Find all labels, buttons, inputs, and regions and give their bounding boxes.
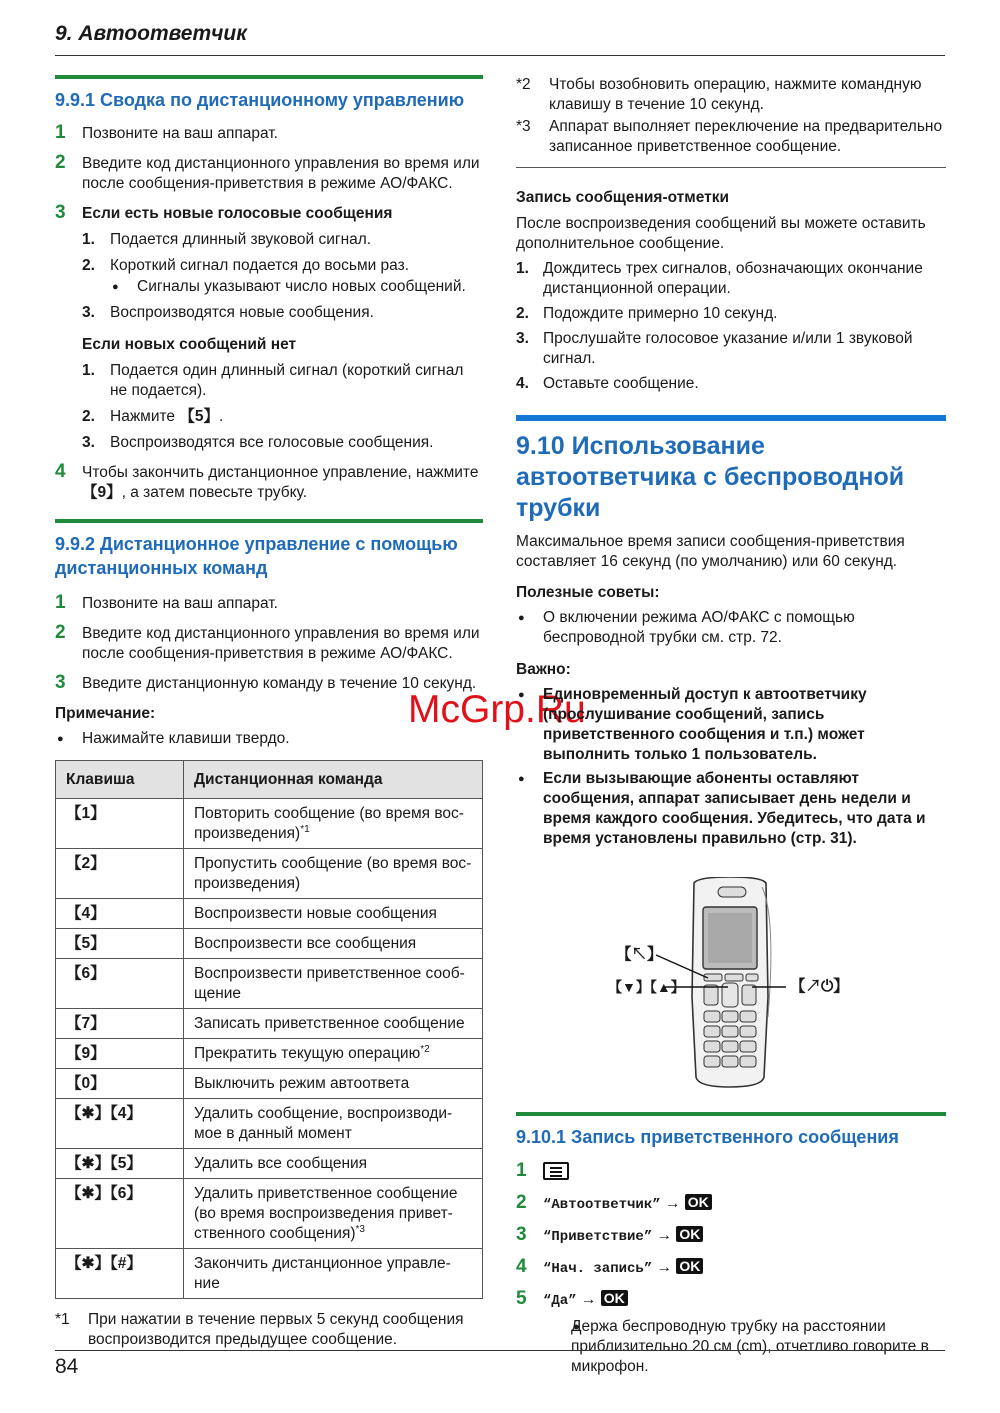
- key-cell: 【✱】【#】: [56, 1249, 184, 1299]
- table-row: [56, 849, 483, 899]
- footnote-ref: *3: [355, 1223, 365, 1235]
- key-cell: 【✱】【6】: [56, 1179, 184, 1249]
- arrow-icon: →: [656, 1259, 673, 1276]
- ok-key: OK: [676, 1258, 703, 1274]
- no-new-item: 2. Нажмите 【5】.: [82, 408, 224, 425]
- new-msg-item: 1. Подается длинный звуковой сигнал.: [82, 231, 372, 248]
- table-row: [56, 1149, 483, 1179]
- command-text: Воспроизвести новые сообщения: [194, 905, 437, 922]
- right-column: [516, 75, 946, 1377]
- command-text: Удалить сообщение, воспроизводи-мое в данный момент: [194, 1105, 453, 1142]
- command-cell: [184, 1149, 483, 1179]
- section-title: 9.9.1 Сводка по дистанционному управлению: [55, 90, 465, 110]
- table-row: [56, 799, 483, 849]
- tips-title: Полезные советы:: [516, 584, 660, 601]
- command-cell: [184, 1069, 483, 1099]
- command-cell: [184, 849, 483, 899]
- step-3: 3 “Приветствие” → OK: [516, 1226, 946, 1247]
- menu-icon: [543, 1162, 569, 1180]
- step-3: 3 Если есть новые голосовые сообщения: [55, 202, 393, 223]
- key-cell: 【6】: [56, 959, 184, 1009]
- page-header: [55, 24, 945, 56]
- important-bullet: ● Если вызывающие абоненты оставляют сообщения, аппарат записывает день недели и время каждого сообщения. Убедитесь, что дата и время установлены правильно (стр. 31).: [516, 769, 946, 849]
- ok-key: OK: [601, 1290, 628, 1306]
- new-msg-item: 3. Воспроизводятся новые сообщения.: [82, 304, 374, 321]
- table-header-key: Клавиша: [56, 761, 184, 799]
- arrow-icon: →: [656, 1227, 673, 1244]
- command-cell: [184, 1009, 483, 1039]
- step-3: 3 Введите дистанционную команду в течение 10 секунд.: [55, 672, 477, 693]
- table-body: [56, 799, 483, 1299]
- memo-item: 3. Прослушайте голосовое указание и/или 1 звуковой сигнал.: [516, 330, 913, 367]
- key-cell: 【✱】【4】: [56, 1099, 184, 1149]
- talk-key-label: 【↖】: [616, 946, 663, 963]
- key-cell: 【4】: [56, 899, 184, 929]
- step-1: 1 Позвоните на ваш аппарат.: [55, 592, 278, 613]
- key-cell: 【9】: [56, 1039, 184, 1069]
- watermark: McGrp.Ru: [408, 688, 586, 731]
- ok-key: OK: [685, 1194, 712, 1210]
- section-9-10-1: [516, 1112, 946, 1149]
- section-title: 9.10.1 Запись приветственного сообщения: [516, 1127, 899, 1147]
- section-intro: Максимальное время записи сообщения-приветствия составляет 16 секунд (по умолчанию) или 60 секунд.: [516, 533, 905, 570]
- command-cell: [184, 1039, 483, 1069]
- important-bullet: ● Единовременный доступ к автоответчику (прослушивание сообщений, запись приветственного сообщения и т.п.) может выполнить только 1 пользователь.: [516, 685, 946, 765]
- table-header-row: [56, 761, 483, 799]
- page-number: 84: [55, 1355, 79, 1378]
- command-text: Выключить режим автоответа: [194, 1075, 410, 1092]
- command-text: Удалить приветственное сообщение (во время воспроизведения привет-ственного сообщения): [194, 1185, 458, 1242]
- step-1: 1 Позвоните на ваш аппарат.: [55, 122, 278, 143]
- off-key-label: 【↗⏻】: [790, 978, 849, 995]
- command-cell: [184, 1099, 483, 1149]
- arrow-icon: →: [580, 1291, 597, 1308]
- footnote-1: *1 При нажатии в течение первых 5 секунд сообщения воспроизводится предыдущее сообщение.: [55, 1311, 464, 1348]
- section-9-9-2: [55, 519, 483, 580]
- step-4: 4 “Нач. запись” → OK: [516, 1258, 946, 1279]
- table-row: [56, 929, 483, 959]
- step-2: 2 Введите код дистанционного управления во время или после сообщения-приветствия в режиме АО/ФАКС.: [55, 152, 480, 192]
- table-row: [56, 1039, 483, 1069]
- table-row: [56, 1249, 483, 1299]
- key-cell: 【7】: [56, 1009, 184, 1039]
- no-new-item: 3. Воспроизводятся все голосовые сообщения.: [82, 434, 434, 451]
- command-cell: [184, 959, 483, 1009]
- memo-intro: После воспроизведения сообщений вы можете оставить дополнительное сообщение.: [516, 215, 926, 252]
- command-text: Пропустить сообщение (во время вос-произведения): [194, 855, 472, 892]
- command-text: Удалить все сообщения: [194, 1155, 368, 1172]
- footnote-3: *3 Аппарат выполняет переключение на предварительно записанное приветственное сообщение.: [516, 117, 946, 168]
- section-9-10: [516, 415, 946, 524]
- footnote-ref: *2: [420, 1043, 430, 1055]
- command-text: Записать приветственное сообщение: [194, 1015, 465, 1032]
- step-2: 2 Введите код дистанционного управления во время или после сообщения-приветствия в режиме АО/ФАКС.: [55, 622, 480, 662]
- step-5-bullet: ● Держа беспроводную трубку на расстоянии приблизительно 20 см (cm), отчетливо говорите в микрофон.: [516, 1317, 946, 1377]
- new-msg-item: 2. Короткий сигнал подается до восьми раз.: [82, 257, 410, 274]
- note-title: Примечание:: [55, 705, 156, 722]
- footnote-2: *2 Чтобы возобновить операцию, нажмите командную клавишу в течение 10 секунд.: [516, 76, 922, 113]
- handset-illustration: [516, 877, 946, 1089]
- command-text: Повторить сообщение (во время вос-произведения): [194, 805, 464, 842]
- command-cell: [184, 899, 483, 929]
- memo-item: 2. Подождите примерно 10 секунд.: [516, 305, 778, 322]
- arrow-icon: →: [664, 1195, 681, 1212]
- command-cell: [184, 1249, 483, 1299]
- step-1: 1: [516, 1162, 946, 1183]
- memo-item: 4. Оставьте сообщение.: [516, 375, 699, 392]
- no-new-title: Если новых сообщений нет: [82, 336, 297, 353]
- handset-diagram: [516, 877, 946, 1089]
- memo-item: 1. Дождитесь трех сигналов, обозначающих окончание дистанционной операции.: [516, 260, 923, 297]
- new-msg-bullet: ● Сигналы указывают число новых сообщений.: [55, 277, 483, 297]
- command-text: Закончить дистанционное управле-ние: [194, 1255, 451, 1292]
- tip-bullet: ● О включении режима АО/ФАКС с помощью беспроводной трубки см. стр. 72.: [516, 608, 946, 648]
- section-title: 9.10 Использование автоответчика с беспроводной трубки: [516, 432, 905, 522]
- ok-key: OK: [676, 1226, 703, 1242]
- key-cell: 【0】: [56, 1069, 184, 1099]
- table-header-command: Дистанционная команда: [184, 761, 483, 799]
- command-cell: [184, 929, 483, 959]
- section-title: 9.9.2 Дистанционное управление с помощью дистанционных команд: [55, 534, 458, 578]
- command-text: Воспроизвести все сообщения: [194, 935, 417, 952]
- remote-commands-table: [55, 760, 483, 1299]
- table-row: [56, 899, 483, 929]
- important-title: Важно:: [516, 661, 571, 678]
- command-text: Прекратить текущую операцию: [194, 1045, 421, 1062]
- table-row: [56, 1099, 483, 1149]
- footnote-ref: *1: [300, 823, 310, 835]
- command-cell: [184, 1179, 483, 1249]
- command-text: Воспроизвести приветственное сооб-щение: [194, 965, 465, 1002]
- command-cell: [184, 799, 483, 849]
- key-cell: 【1】: [56, 799, 184, 849]
- step-4: 4 Чтобы закончить дистанционное управление, нажмите 【9】, а затем повесьте трубку.: [55, 461, 479, 501]
- step-5: 5 “Да” → OK: [516, 1290, 946, 1311]
- chapter-title: 9. Автоответчик: [55, 22, 247, 45]
- table-row: [56, 1179, 483, 1249]
- no-new-item: 1. Подается один длинный сигнал (короткий сигнал не подается).: [82, 362, 464, 399]
- memo-title: Запись сообщения-отметки: [516, 189, 730, 206]
- nav-key-label: 【▼】【▲】: [608, 979, 685, 995]
- table-row: [56, 1069, 483, 1099]
- table-row: [56, 959, 483, 1009]
- section-9-9-1: [55, 75, 483, 112]
- table-row: [56, 1009, 483, 1039]
- step-2: 2 “Автоответчик” → OK: [516, 1194, 946, 1215]
- key-cell: 【5】: [56, 929, 184, 959]
- page-footer: [55, 1350, 945, 1381]
- key-cell: 【✱】【5】: [56, 1149, 184, 1179]
- key-cell: 【2】: [56, 849, 184, 899]
- note-bullet: ● Нажимайте клавиши твердо.: [55, 729, 483, 749]
